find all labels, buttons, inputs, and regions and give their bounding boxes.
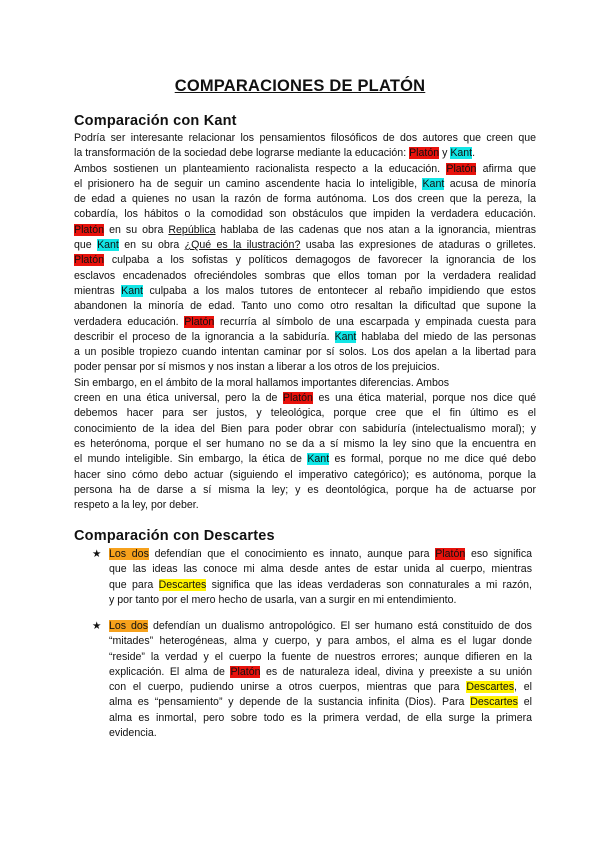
- text-line: el prisionero ha de seguir un camino ascendente hacia lo inteligible, Kant acusa de minoría: [74, 177, 536, 190]
- text-line: “mitades” heterogéneas, alma y cuerpo, y para ambos, el alma es el lugar donde: [109, 635, 532, 648]
- text-line: Platón en su obra República hablaba de las cadenas que nos atan a la ignorancia, mientras: [74, 223, 536, 236]
- highlight-kant: Kant: [121, 284, 143, 297]
- section-heading-kant: Comparación con Kant: [74, 113, 237, 129]
- section-heading-descartes: Comparación con Descartes: [74, 528, 275, 544]
- page-title: COMPARACIONES DE PLATÓN: [174, 77, 426, 95]
- text-line: explicación. El alma de Platón es de naturaleza ideal, divina y preexiste a su unión: [109, 665, 532, 678]
- text-line: “reside” la verdad y el cuerpo la fuente de nuestros errores; aunque difieren en la: [109, 650, 532, 663]
- text-line: Los dos defendían un dualismo antropológico. El ser humano está constituido de dos: [109, 620, 532, 632]
- text-line: la transformación de la sociedad debe lograrse mediante la educación: Platón y Kant.: [74, 147, 476, 160]
- highlight-los-dos: Los dos: [109, 548, 149, 560]
- highlight-plato: Platón: [230, 665, 261, 678]
- text-line: Sin embargo, en el ámbito de la moral hallamos importantes diferencias. Ambos: [74, 376, 450, 389]
- highlight-plato: Platón: [74, 223, 105, 236]
- text-line: alma es inmortal, pero sobre todo es la primera verdad, de ella surge la primera: [109, 711, 532, 724]
- highlight-descartes: Descartes: [158, 578, 207, 591]
- text-line: el mundo inteligible. Sin embargo, la ética de Kant es formal, porque no me dice qué debo: [74, 453, 536, 466]
- text-line: evidencia.: [109, 727, 157, 740]
- text-line: es heterónoma, porque el ser humano no se da a sí mismo la ley sino que la encuentra en: [74, 437, 536, 450]
- text-line: y por tanto por el mero hecho de usarla, van a surgir en mi entendimiento.: [109, 593, 457, 606]
- highlight-los-dos: Los dos: [109, 620, 149, 632]
- highlight-kant: Kant: [334, 330, 357, 343]
- text-line: debemos hacer para ser justos, y teleológica, porque cree que el fin último es el: [74, 407, 536, 420]
- highlight-descartes: Descartes: [466, 681, 515, 694]
- text-line: mientras Kant culpaba a los malos tutores de entontecer al rebaño impidiendo que estos: [74, 284, 536, 297]
- text-line: que Kant en su obra ¿Qué es la ilustración? usaba las expresiones de ataduras o grilletes.: [74, 239, 536, 252]
- highlight-plato: Platón: [184, 315, 215, 328]
- descartes-bullet-2: [92, 619, 532, 741]
- text-line: que las ideas las conoce mi alma desde antes de estar unida al cuerpo, mientras: [109, 563, 532, 576]
- text-line: verdadera educación. Platón recurría al símbolo de una escarpada y empinada cuesta para: [74, 315, 536, 328]
- text-line: Podría ser interesante relacionar los pensamientos filosóficos de dos autores que creen que: [74, 132, 536, 144]
- text-line: hacer sino cómo debo actuar (siguiendo el imperativo categórico); es autónoma, porque la: [74, 468, 536, 481]
- highlight-plato: Platón: [74, 254, 105, 267]
- text-line: Ambos sostienen un planteamiento racionalista respecto a la educación. Platón afirma que: [74, 162, 536, 175]
- text-line: creen en una ética universal, pero la de Platón es una ética material, porque nos dice qué: [74, 392, 536, 405]
- text-line: abandonen la minoría de edad. Tanto uno como otro resaltan la dificultad que supone la: [74, 300, 536, 313]
- highlight-kant: Kant: [450, 147, 473, 160]
- star-icon: ★: [92, 548, 102, 560]
- text-line: esclavos encadenados ofreciéndoles sombras que ellos toman por la verdadera realidad: [74, 269, 536, 282]
- highlight-kant: Kant: [422, 177, 445, 190]
- text-line: alma es “pensamiento” y depende de la sustancia infinita (Dios). Para Descartes el: [109, 696, 532, 709]
- text-line: a un posible tropiezo cuando intentan caminar por sí solos. Los dos apelan a la libertad para: [74, 346, 536, 359]
- highlight-plato: Platón: [282, 392, 313, 405]
- text-line: cobardía, los hábitos o la comodidad son obstáculos que impiden la verdadera educación.: [74, 208, 536, 221]
- kant-paragraph: [74, 131, 536, 513]
- text-line: conocimiento de la idea del Bien para poder obrar con sabiduría (intelectualismo moral); y: [74, 422, 536, 435]
- highlight-kant: Kant: [97, 239, 119, 252]
- book-title-republica: República: [168, 223, 216, 236]
- highlight-kant: Kant: [307, 453, 330, 466]
- text-line: describir el proceso de la ignorancia a la sabiduría. Kant hablaba del miedo de las personas: [74, 330, 536, 343]
- book-title-ilustracion: ¿Qué es la ilustración?: [184, 239, 301, 252]
- text-line: Los dos defendían que el conocimiento es innato, aunque para Platón eso significa: [109, 548, 532, 560]
- text-line: con el cuerpo, pudiendo unirse a otros cuerpos, mientras que para Descartes, el: [109, 681, 532, 694]
- text-line: de edad a quienes no usan la razón de forma autónoma. Los dos creen que la pereza, la: [74, 193, 536, 206]
- text-line: persona ha de darse a sí misma la ley; y es deontológica, porque ha de actuarse por: [74, 483, 536, 496]
- highlight-plato: Platón: [435, 548, 466, 560]
- highlight-descartes: Descartes: [470, 696, 518, 709]
- text-line: poder pensar por sí mismos y nos instan a liberar a los otros de los prejuicios.: [74, 361, 440, 374]
- highlight-plato: Platón: [409, 147, 440, 160]
- text-line: respeto a la ley, por deber.: [74, 499, 199, 512]
- descartes-bullet-1: [92, 547, 532, 608]
- star-icon: ★: [92, 620, 102, 632]
- text-line: Platón culpaba a los sofistas y políticos demagogos de favorecer la ignorancia de los: [74, 254, 536, 267]
- text-line: que para Descartes significa que las ideas verdaderas son connaturales a mi razón,: [109, 578, 532, 591]
- highlight-plato: Platón: [446, 162, 477, 175]
